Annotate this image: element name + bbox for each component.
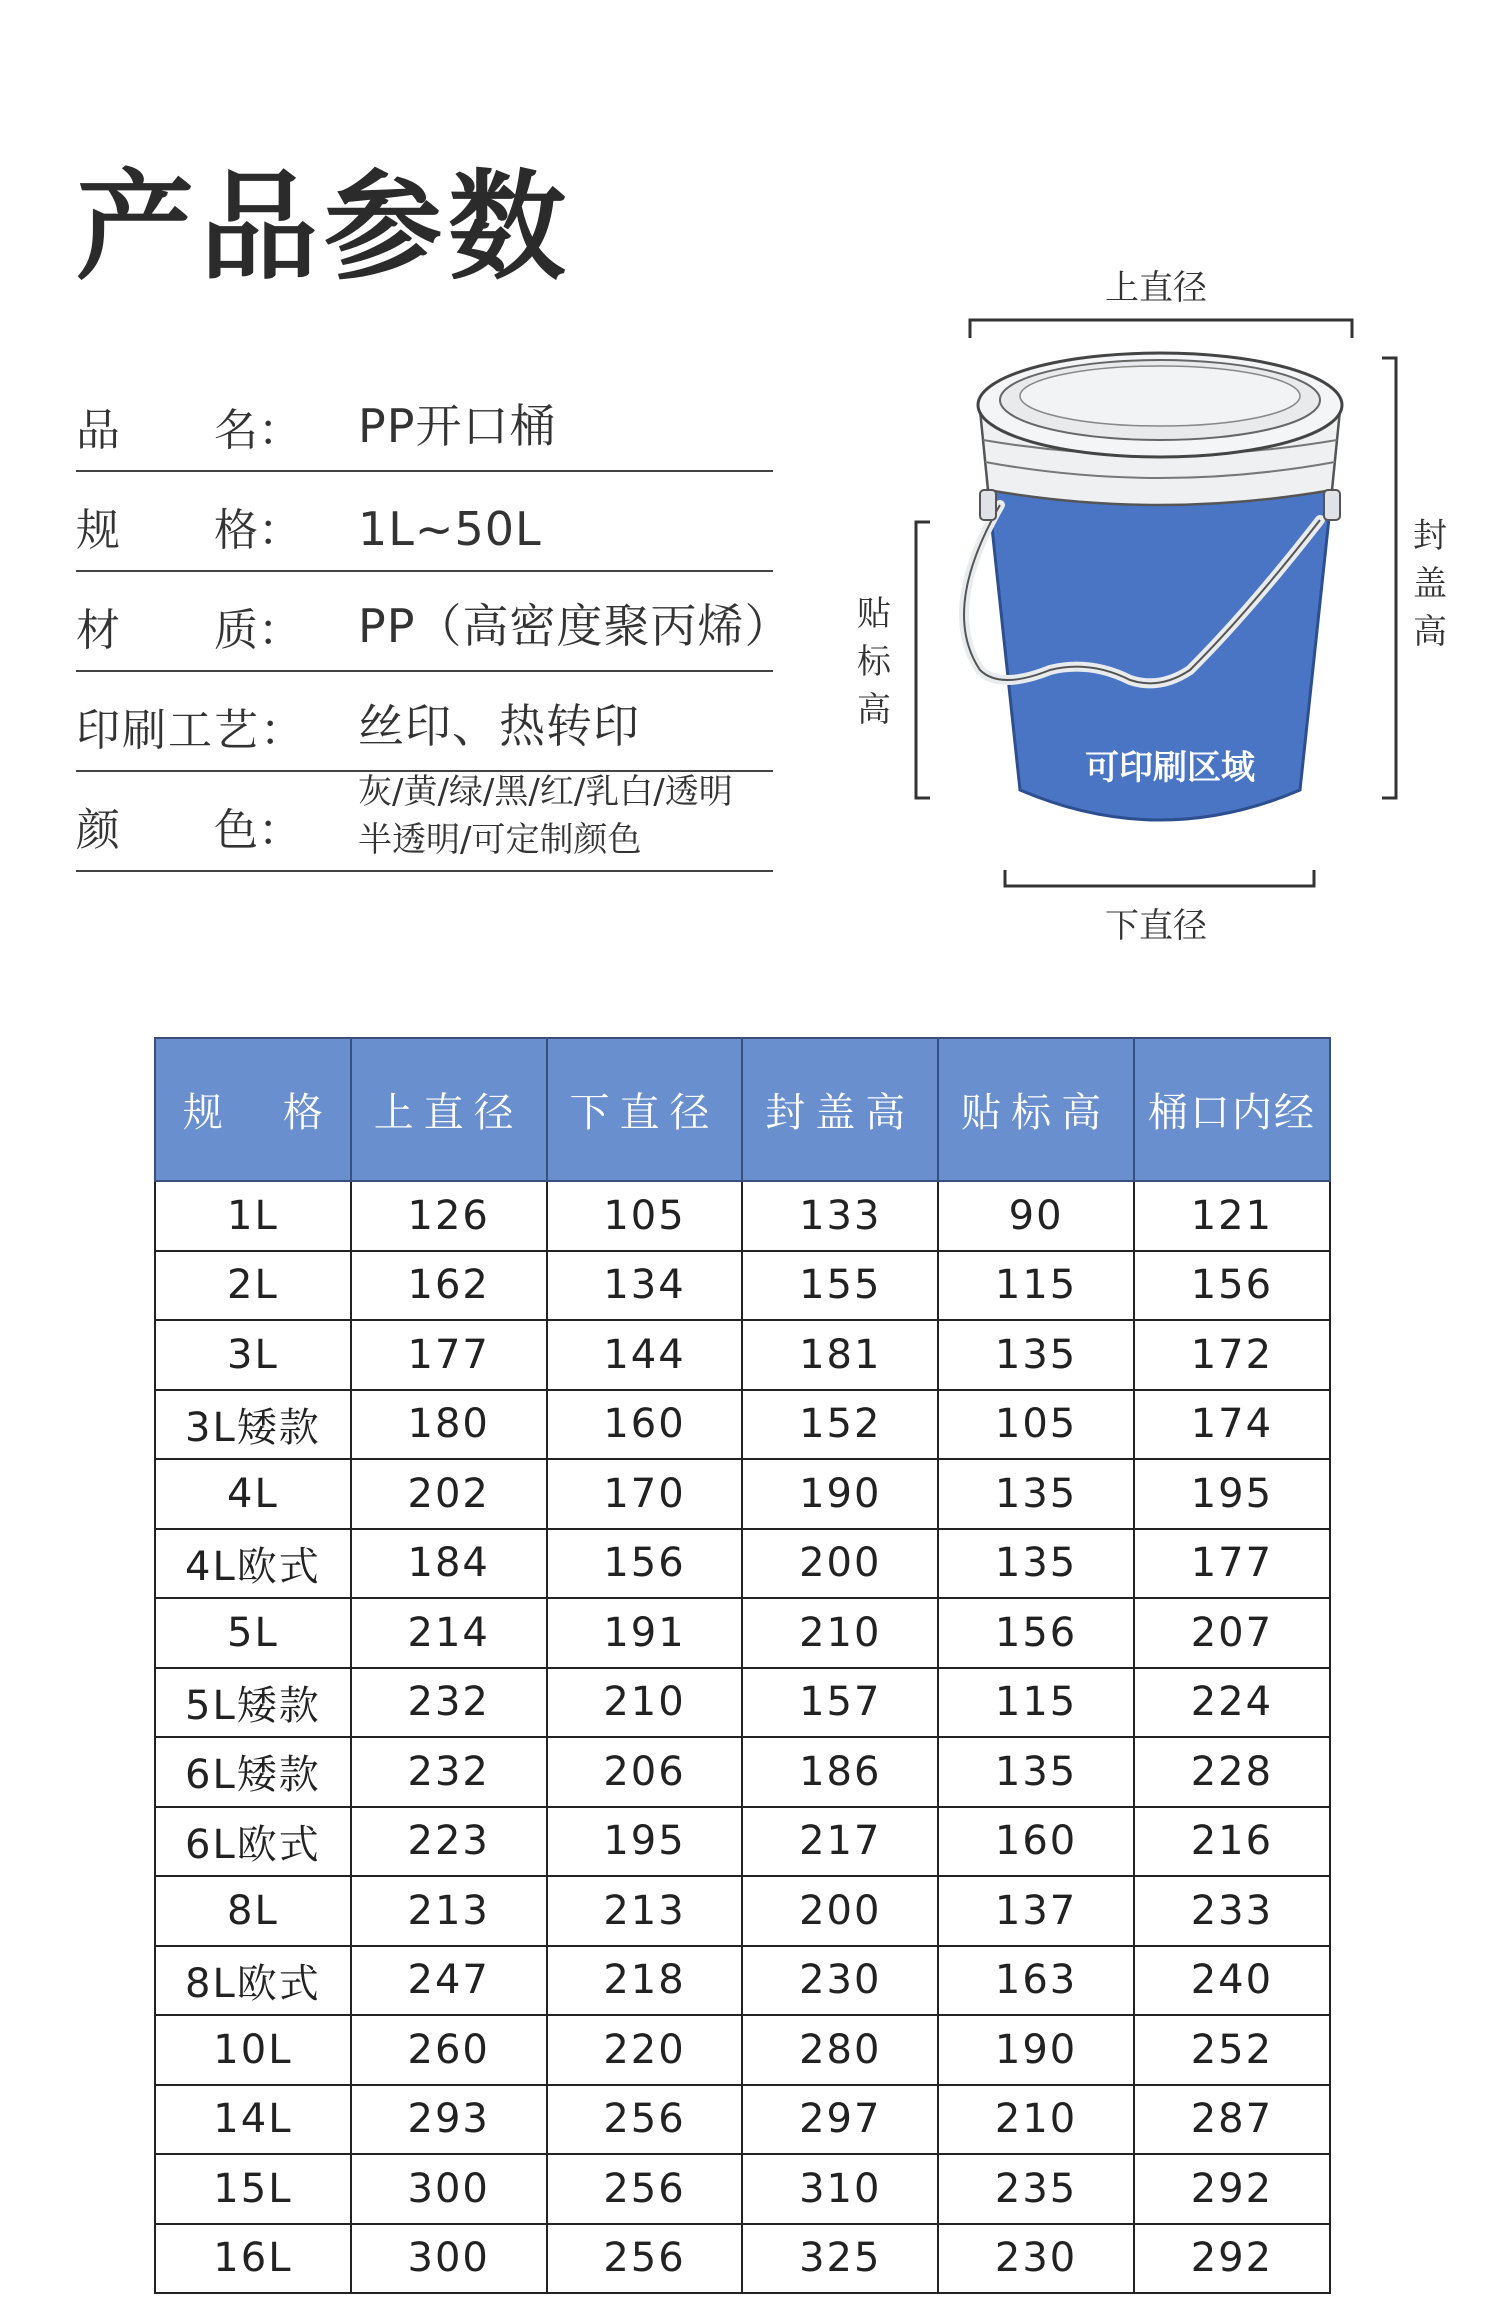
table-cell: 115 [938, 1251, 1134, 1321]
table-cell: 213 [547, 1876, 743, 1946]
table-cell: 292 [1134, 2224, 1330, 2294]
table-cell: 202 [351, 1459, 547, 1529]
table-cell: 155 [742, 1251, 938, 1321]
spec-value: PP开口桶 [358, 399, 557, 453]
spec-label-char: 色： [214, 805, 302, 856]
bucket-diagram [830, 250, 1470, 970]
header-cell: 封盖高 [742, 1038, 938, 1181]
table-cell: 260 [351, 2015, 547, 2085]
table-cell: 15L [155, 2154, 351, 2224]
spec-row-size [76, 472, 773, 572]
table-cell: 300 [351, 2154, 547, 2224]
table-cell: 220 [547, 2015, 743, 2085]
table-cell: 177 [1134, 1529, 1330, 1599]
handle-ear-right [1324, 490, 1340, 520]
label-height-bracket [916, 522, 930, 798]
table-cell: 195 [547, 1807, 743, 1877]
spec-value [358, 768, 733, 864]
table-cell: 230 [938, 2224, 1134, 2294]
table-cell: 162 [351, 1251, 547, 1321]
lid-height-char: 高 [1413, 612, 1447, 652]
header-char: 规 [182, 1090, 223, 1136]
table-row [155, 1946, 1330, 2016]
top-diameter-bracket [970, 320, 1352, 338]
table-cell: 214 [351, 1598, 547, 1668]
spec-label-char: 颜 [76, 805, 120, 856]
lid-height-char: 盖 [1413, 564, 1447, 604]
table-cell: 210 [547, 1668, 743, 1738]
table-cell: 6L欧式 [155, 1807, 351, 1877]
spec-table [154, 1037, 1329, 2294]
table-cell: 156 [547, 1529, 743, 1599]
table-row [155, 2085, 1330, 2155]
table-cell: 90 [938, 1181, 1134, 1251]
table-row [155, 1251, 1330, 1321]
spec-label-char: 材 [76, 605, 120, 656]
bottom-diameter-label: 下直径 [1105, 906, 1207, 946]
table-cell: 233 [1134, 1876, 1330, 1946]
table-cell: 126 [351, 1181, 547, 1251]
table-cell: 191 [547, 1598, 743, 1668]
table-cell: 218 [547, 1946, 743, 2016]
table-header-row [155, 1038, 1330, 1181]
table-row [155, 2154, 1330, 2224]
spec-row-material [76, 572, 792, 672]
table-cell: 3L矮款 [155, 1390, 351, 1460]
table-cell: 14L [155, 2085, 351, 2155]
table-cell: 256 [547, 2224, 743, 2294]
bottom-diameter-bracket [1005, 870, 1314, 886]
table-cell: 256 [547, 2154, 743, 2224]
table-row [155, 1320, 1330, 1390]
table-cell: 210 [742, 1598, 938, 1668]
table-cell: 217 [742, 1807, 938, 1877]
table-cell: 135 [938, 1529, 1134, 1599]
spec-label-char: 名： [214, 405, 302, 456]
spec-value-line: 灰/黄/绿/黑/红/乳白/透明 [358, 772, 733, 812]
table-cell: 186 [742, 1737, 938, 1807]
table-row [155, 1807, 1330, 1877]
table-body [155, 1181, 1330, 2293]
table-cell: 135 [938, 1320, 1134, 1390]
table-cell: 181 [742, 1320, 938, 1390]
table-cell: 190 [742, 1459, 938, 1529]
spec-list [76, 372, 792, 872]
spec-label-char: 质： [214, 605, 302, 656]
table-cell: 207 [1134, 1598, 1330, 1668]
table-cell: 105 [547, 1181, 743, 1251]
table-cell: 223 [351, 1807, 547, 1877]
table-row [155, 1876, 1330, 1946]
lid-height-bracket [1382, 358, 1396, 798]
label-height-char: 高 [857, 690, 891, 730]
table-cell: 152 [742, 1390, 938, 1460]
spec-value: 1L~50L [358, 502, 542, 556]
label-height-char: 标 [857, 642, 891, 682]
table-cell: 156 [938, 1598, 1134, 1668]
spec-row-printing [76, 672, 773, 772]
page-title: 产品参数 [76, 158, 573, 296]
table-cell: 177 [351, 1320, 547, 1390]
table-cell: 8L欧式 [155, 1946, 351, 2016]
header-cell: 桶口内经 [1134, 1038, 1330, 1181]
dimension-table [154, 1037, 1331, 2294]
table-row [155, 2015, 1330, 2085]
table-cell: 232 [351, 1737, 547, 1807]
table-cell: 240 [1134, 1946, 1330, 2016]
spec-label: 印刷工艺： [76, 705, 306, 756]
table-cell: 195 [1134, 1459, 1330, 1529]
table-row [155, 1181, 1330, 1251]
table-cell: 292 [1134, 2154, 1330, 2224]
table-cell: 325 [742, 2224, 938, 2294]
spec-label-char: 规 [76, 505, 120, 556]
table-cell: 121 [1134, 1181, 1330, 1251]
header-char: 格 [282, 1090, 323, 1136]
table-cell: 210 [938, 2085, 1134, 2155]
spec-row-color [76, 772, 773, 872]
table-cell: 4L欧式 [155, 1529, 351, 1599]
lid-center [1020, 366, 1300, 426]
table-cell: 190 [938, 2015, 1134, 2085]
table-cell: 293 [351, 2085, 547, 2155]
table-cell: 160 [938, 1807, 1134, 1877]
spec-value: 丝印、热转印 [358, 699, 640, 753]
header-cell: 上直径 [351, 1038, 547, 1181]
table-row [155, 1737, 1330, 1807]
lid-height-label [1410, 512, 1450, 656]
table-row [155, 1598, 1330, 1668]
spec-value: PP（高密度聚丙烯） [358, 599, 792, 653]
table-cell: 4L [155, 1459, 351, 1529]
print-area-label: 可印刷区域 [1085, 748, 1255, 788]
table-cell: 6L矮款 [155, 1737, 351, 1807]
table-cell: 157 [742, 1668, 938, 1738]
table-cell: 135 [938, 1459, 1134, 1529]
label-height-label [854, 590, 894, 734]
table-row [155, 1529, 1330, 1599]
table-cell: 163 [938, 1946, 1134, 2016]
table-cell: 2L [155, 1251, 351, 1321]
spec-label [76, 594, 302, 658]
table-cell: 256 [547, 2085, 743, 2155]
table-row [155, 1668, 1330, 1738]
spec-label [76, 394, 302, 458]
table-cell: 135 [938, 1737, 1134, 1807]
table-row [155, 1390, 1330, 1460]
table-cell: 3L [155, 1320, 351, 1390]
table-cell: 5L矮款 [155, 1668, 351, 1738]
table-cell: 172 [1134, 1320, 1330, 1390]
lid-height-char: 封 [1413, 516, 1447, 556]
table-cell: 216 [1134, 1807, 1330, 1877]
table-cell: 8L [155, 1876, 351, 1946]
table-cell: 310 [742, 2154, 938, 2224]
bucket-illustration [830, 250, 1470, 970]
table-cell: 235 [938, 2154, 1134, 2224]
table-cell: 133 [742, 1181, 938, 1251]
header-cell-size [155, 1038, 351, 1181]
table-cell: 232 [351, 1668, 547, 1738]
table-cell: 228 [1134, 1737, 1330, 1807]
table-cell: 300 [351, 2224, 547, 2294]
label-height-char: 贴 [857, 594, 891, 634]
table-cell: 137 [938, 1876, 1134, 1946]
table-cell: 105 [938, 1390, 1134, 1460]
table-cell: 180 [351, 1390, 547, 1460]
table-cell: 144 [547, 1320, 743, 1390]
table-cell: 200 [742, 1876, 938, 1946]
table-cell: 160 [547, 1390, 743, 1460]
table-cell: 115 [938, 1668, 1134, 1738]
table-cell: 10L [155, 2015, 351, 2085]
spec-label [76, 794, 302, 858]
table-cell: 230 [742, 1946, 938, 2016]
spec-label-char: 格： [214, 505, 302, 556]
table-cell: 170 [547, 1459, 743, 1529]
table-cell: 16L [155, 2224, 351, 2294]
handle-ear-left [980, 490, 996, 520]
table-cell: 224 [1134, 1668, 1330, 1738]
spec-label-char: 品 [76, 405, 120, 456]
table-cell: 297 [742, 2085, 938, 2155]
table-row [155, 2224, 1330, 2294]
table-cell: 213 [351, 1876, 547, 1946]
table-cell: 174 [1134, 1390, 1330, 1460]
table-cell: 134 [547, 1251, 743, 1321]
table-cell: 5L [155, 1598, 351, 1668]
spec-row-name [76, 372, 773, 472]
table-cell: 156 [1134, 1251, 1330, 1321]
header-cell: 下直径 [547, 1038, 743, 1181]
spec-label [76, 494, 302, 558]
table-cell: 200 [742, 1529, 938, 1599]
table-cell: 280 [742, 2015, 938, 2085]
table-cell: 184 [351, 1529, 547, 1599]
header-cell: 贴标高 [938, 1038, 1134, 1181]
table-row [155, 1459, 1330, 1529]
spec-value-line: 半透明/可定制颜色 [358, 820, 642, 860]
table-cell: 206 [547, 1737, 743, 1807]
table-cell: 287 [1134, 2085, 1330, 2155]
top-diameter-label: 上直径 [1105, 268, 1207, 308]
table-cell: 247 [351, 1946, 547, 2016]
table-cell: 252 [1134, 2015, 1330, 2085]
table-cell: 1L [155, 1181, 351, 1251]
